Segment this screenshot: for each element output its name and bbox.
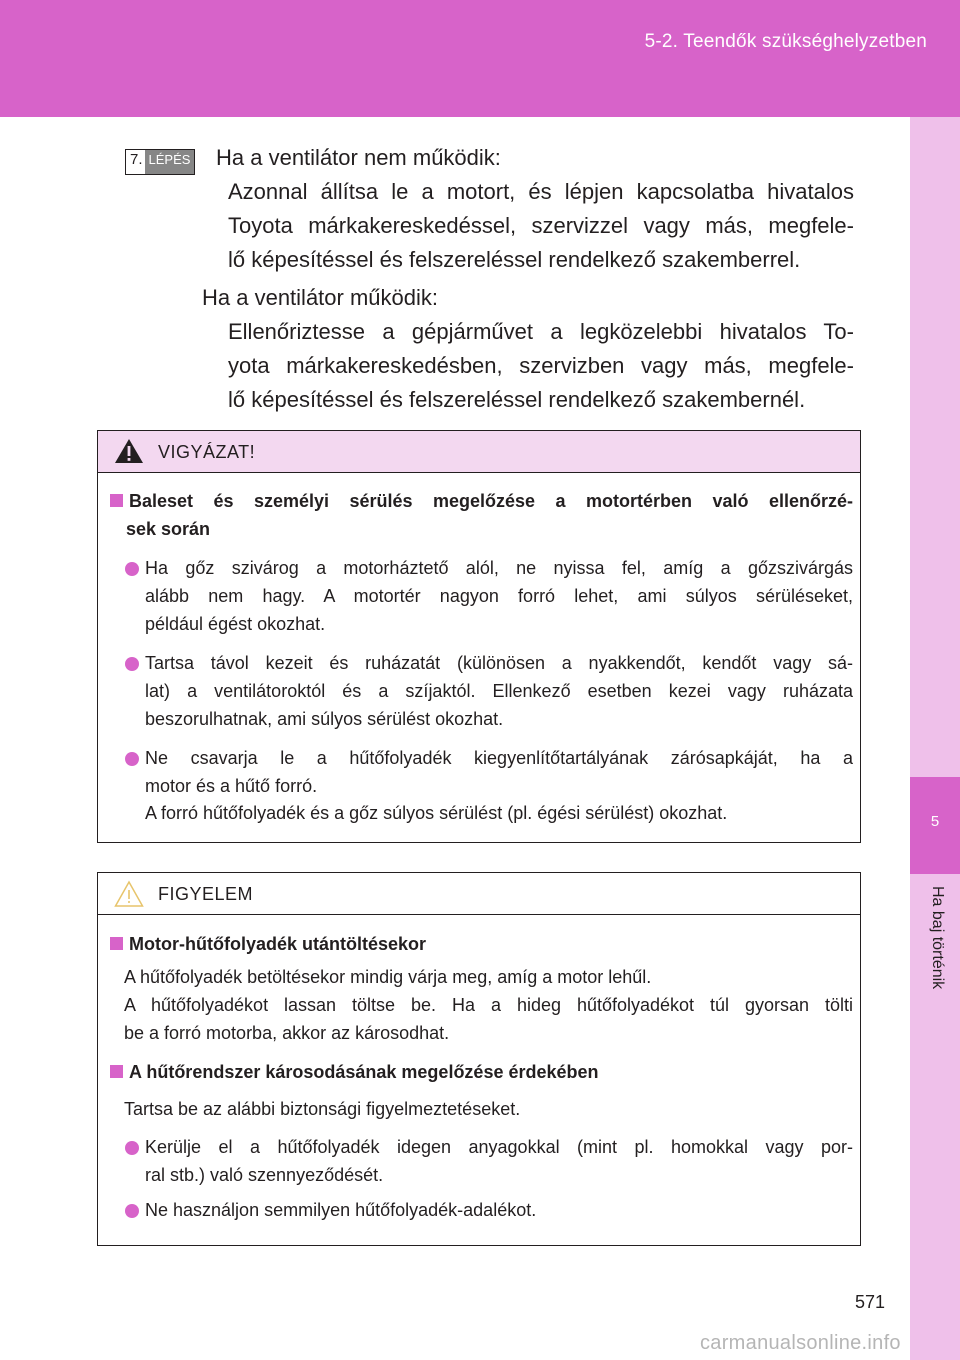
notice-text-line: Tartsa be az alábbi biztonsági figyelmeztetéseket. xyxy=(124,1099,521,1119)
warning-bullet-line: lat) a ventilátoroktól és a szíjaktól. Ellenkező esetben kezei vagy ruházata xyxy=(145,681,853,701)
notice-text-line: A hűtőfolyadékot lassan töltse be. Ha a hideg hűtőfolyadékot túl gyorsan tölti xyxy=(124,995,853,1015)
notice-section-heading: A hűtőrendszer károsodásának megelőzése érdekében xyxy=(110,1062,599,1083)
notice-header xyxy=(98,873,860,915)
page-number: 571 xyxy=(855,1292,886,1312)
warning-title: VIGYÁZAT! xyxy=(158,442,256,462)
watermark-text: carmanualsonline.info xyxy=(700,1332,901,1354)
warning-heading-line: sek során xyxy=(126,519,211,539)
notice-text-line: be a forró motorba, akkor az károsodhat. xyxy=(124,1023,450,1043)
square-bullet-icon xyxy=(110,1065,123,1078)
case1-line: Azonnal állítsa le a motort, és lépjen kapcsolatba hivatalos xyxy=(228,179,854,204)
warning-bullet-line: Tartsa távol kezeit és ruházatát (különösen a nyakkendőt, kendőt vagy sá- xyxy=(145,653,853,673)
square-bullet-icon xyxy=(110,937,123,950)
case2-line: lő képesítéssel és felszereléssel rendelkező szakembernél. xyxy=(228,387,806,412)
case1-line: lő képesítéssel és felszereléssel rendelkező szakemberrel. xyxy=(228,247,801,272)
side-tab-chapter xyxy=(910,777,960,874)
warning-bullet-line: Ne csavarja le a hűtőfolyadék kiegyenlítőtartályának zárósapkáját, ha a xyxy=(145,748,853,768)
bullet-dot-icon xyxy=(125,1204,139,1218)
notice-box xyxy=(97,872,861,1246)
bullet-dot-icon xyxy=(125,657,139,671)
warning-bullet-line: motor és a hűtő forró. xyxy=(145,776,318,796)
page-header xyxy=(0,0,960,117)
bullet-dot-icon xyxy=(125,562,139,576)
bullet-dot-icon xyxy=(125,752,139,766)
notice-bullet-line: Kerülje el a hűtőfolyadék idegen anyagokkal (mint pl. homokkal vagy por- xyxy=(145,1137,853,1157)
warning-heading-line: Baleset és személyi sérülés megelőzése a motortérben való ellenőrzé- xyxy=(110,491,853,512)
notice-bullet-line: Ne használjon semmilyen hűtőfolyadék-adalékot. xyxy=(145,1200,537,1220)
warning-bullet-line: alább nem hagy. A motortér nagyon forró lehet, ami súlyos sérüléseket, xyxy=(145,586,853,606)
warning-triangle-icon xyxy=(114,438,144,469)
warning-bullet-line: A forró hűtőfolyadék és a gőz súlyos sérülést (pl. égési sérülést) okozhat. xyxy=(145,803,728,823)
square-bullet-icon xyxy=(110,494,123,507)
step-number: 7. xyxy=(126,150,145,174)
notice-text-line: A hűtőfolyadék betöltésekor mindig várja meg, amíg a motor lehűl. xyxy=(124,967,652,987)
step-label: LÉPÉS xyxy=(145,150,195,174)
section-title: 5-2. Teendők szükséghelyzetben xyxy=(644,31,927,52)
caution-triangle-icon xyxy=(114,880,144,913)
case2-line: Ellenőriztesse a gépjárművet a legközelebbi hivatalos To- xyxy=(228,319,854,344)
warning-box xyxy=(97,430,861,843)
warning-header xyxy=(98,431,860,473)
notice-title: FIGYELEM xyxy=(158,884,254,904)
case1-title: Ha a ventilátor nem működik: xyxy=(216,145,501,170)
chapter-number: 5 xyxy=(930,813,940,830)
chapter-label: Ha baj történik xyxy=(929,886,946,990)
case2-line: yota márkakereskedésben, szervizben vagy más, megfele- xyxy=(228,353,854,378)
warning-bullet-line: Ha gőz szivárog a motorháztető alól, ne nyissa fel, amíg a gőzszivárgás xyxy=(145,558,853,578)
bullet-dot-icon xyxy=(125,1141,139,1155)
notice-section-heading: Motor-hűtőfolyadék utántöltésekor xyxy=(110,934,426,955)
notice-bullet-line: ral stb.) való szennyeződését. xyxy=(145,1165,384,1185)
warning-bullet-line: beszorulhatnak, ami súlyos sérülést okozhat. xyxy=(145,709,504,729)
side-tab-upper xyxy=(910,117,960,777)
case2-title: Ha a ventilátor működik: xyxy=(202,285,438,310)
step-badge xyxy=(125,149,195,175)
case1-line: Toyota márkakereskedéssel, szervizzel vagy más, megfele- xyxy=(228,213,854,238)
warning-bullet-line: például égést okozhat. xyxy=(145,614,326,634)
